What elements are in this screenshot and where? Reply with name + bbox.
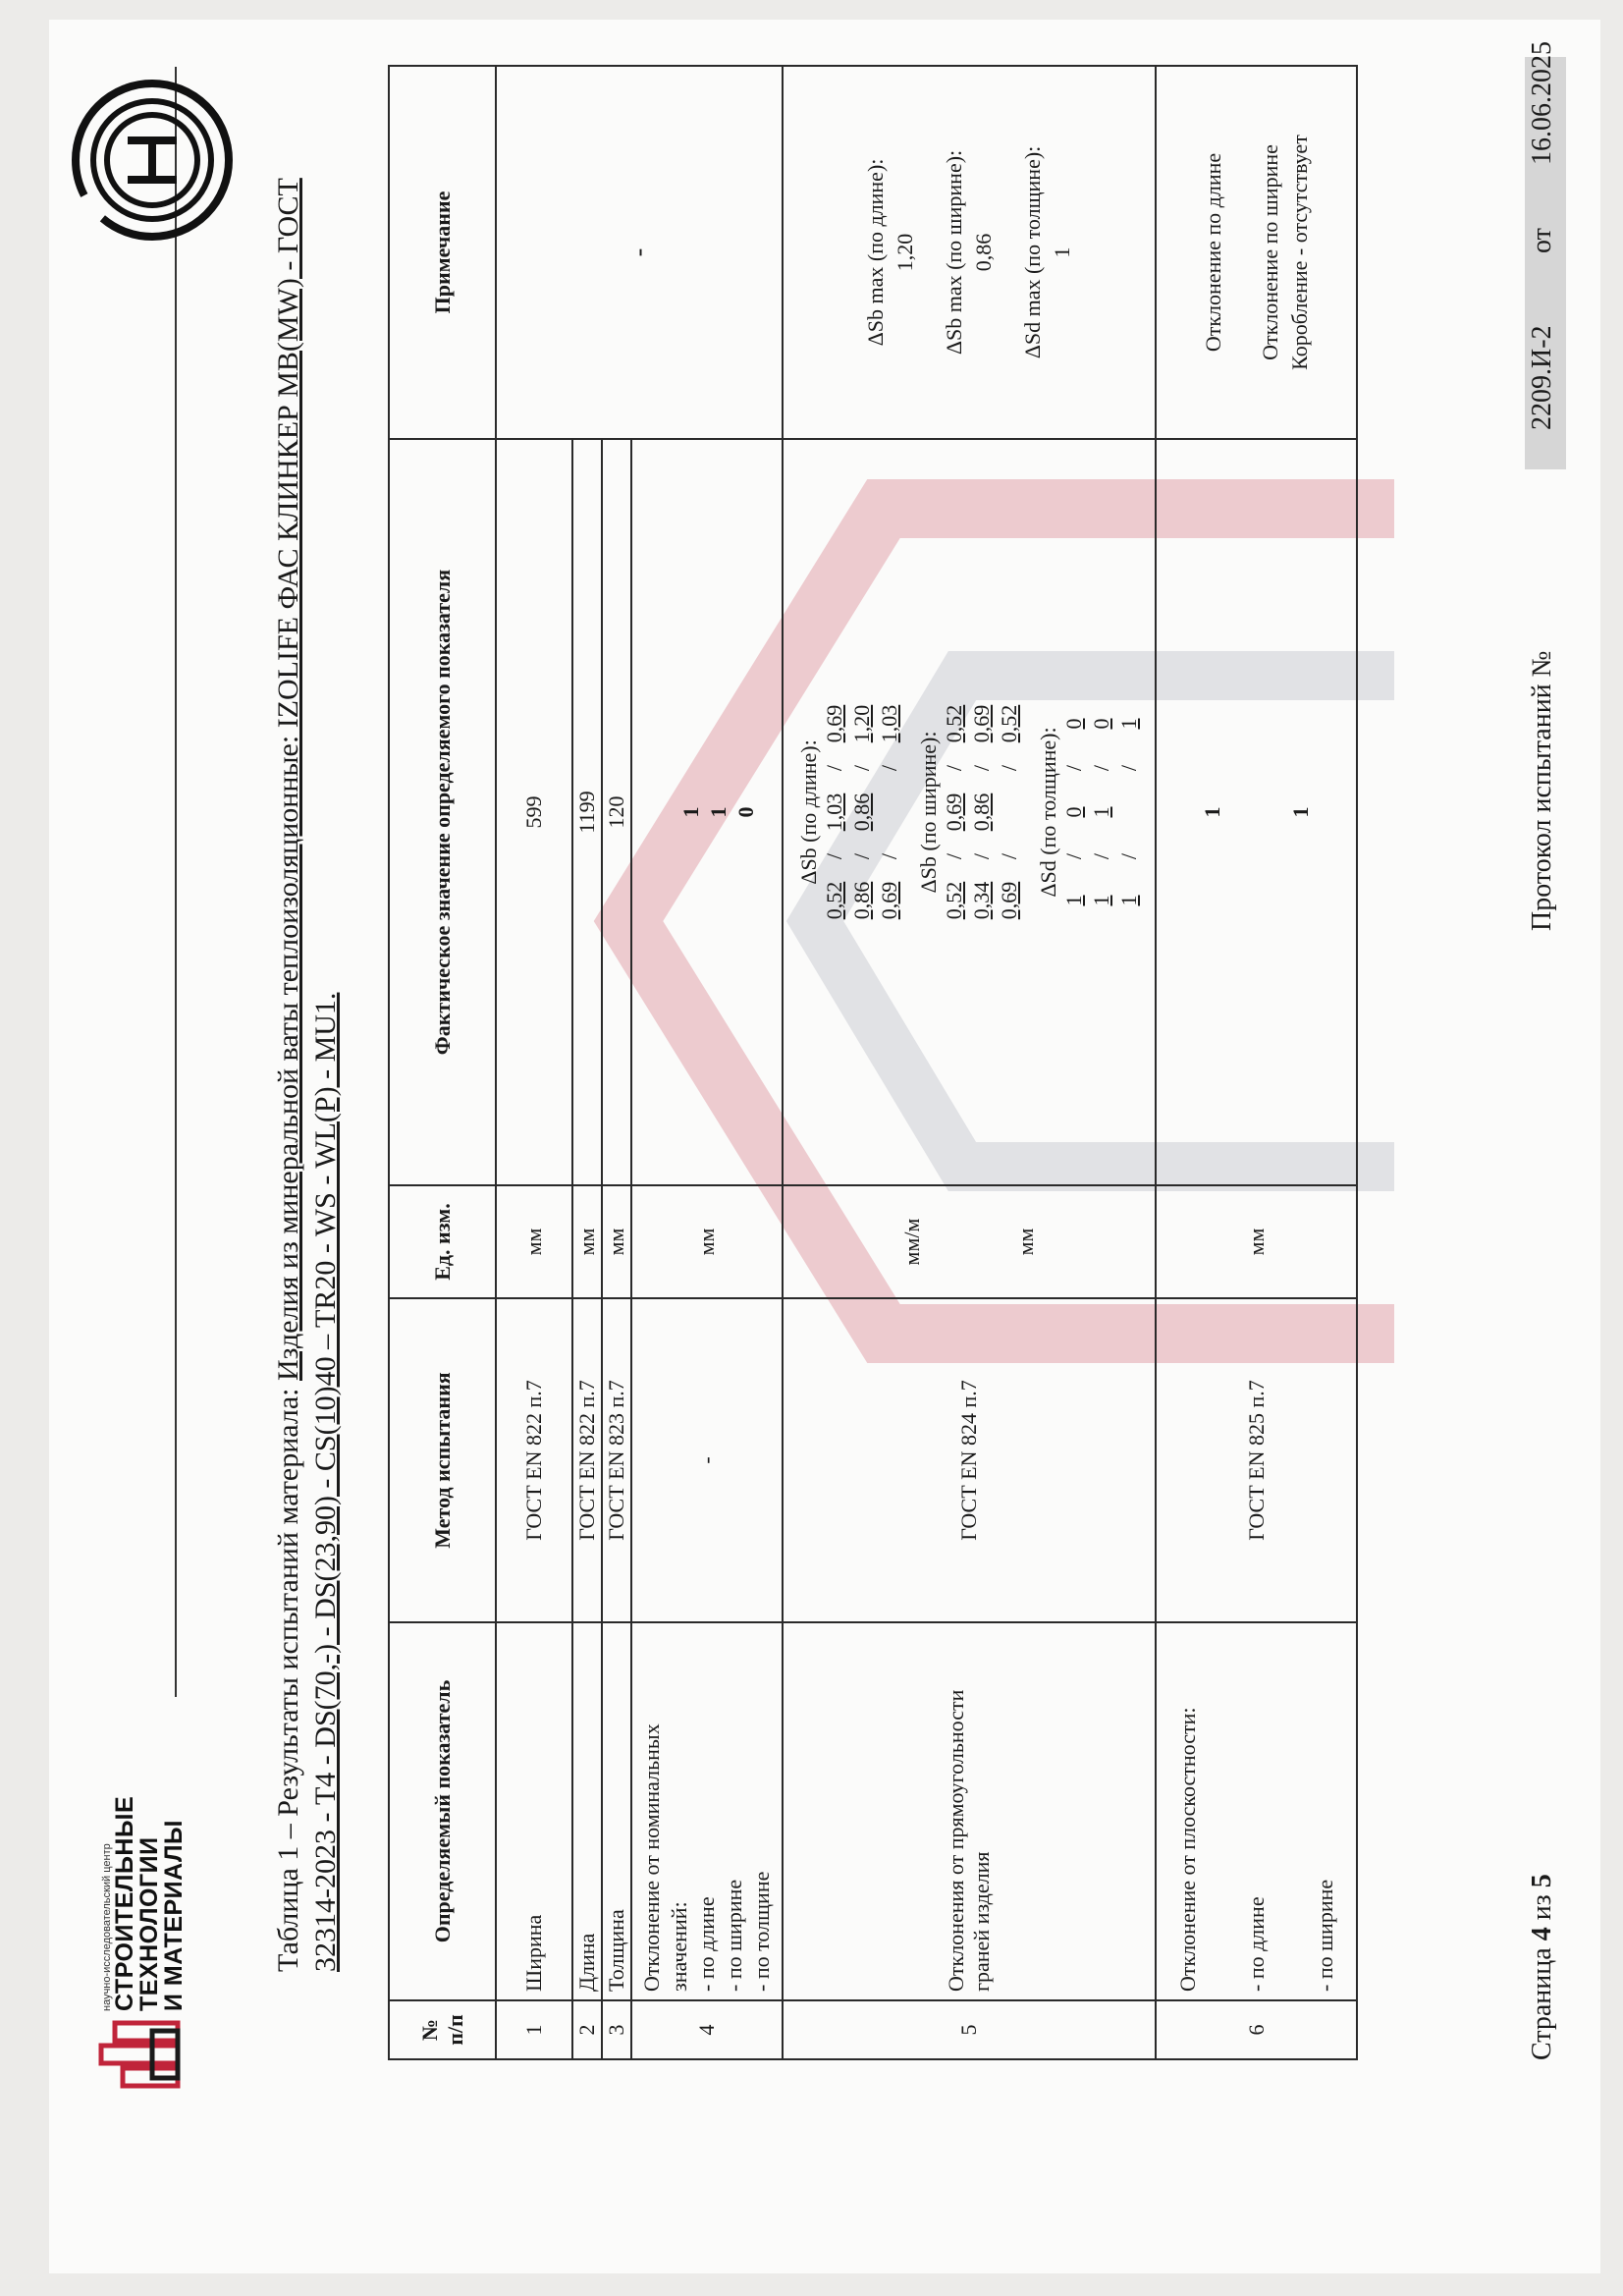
row-unit: мм (1156, 1185, 1357, 1298)
common-note: - (496, 66, 783, 439)
measurement-separator: / (822, 764, 846, 772)
row-method: ГОСТ EN 822 п.7 (572, 1298, 602, 1622)
measurement-value: 1 (1089, 806, 1113, 818)
measurement-separator: / (1089, 852, 1113, 860)
measurement-value: 1,20 (849, 704, 874, 743)
page-number (1527, 1874, 1558, 2060)
protocol-number: 2209.И-2 (1527, 325, 1557, 430)
measurement-separator: / (969, 764, 994, 772)
page-current: 4 (1527, 1927, 1557, 1941)
note-width-label: ΔSb max (по ширине): (942, 149, 966, 355)
row-param (1156, 1622, 1357, 2000)
results-table (388, 65, 1358, 2060)
emblem-h-icon (69, 77, 236, 244)
header-note: Примечание (389, 66, 496, 439)
row4-value-width: 1 (706, 806, 730, 818)
measurement-value: 0 (1061, 718, 1086, 730)
measurement-value: 0,52 (997, 704, 1021, 743)
row-num: 3 (602, 2000, 631, 2059)
header-method: Метод испытания (389, 1298, 496, 1622)
measurement-separator: / (1116, 852, 1141, 860)
measurement-value: 0,86 (969, 793, 994, 832)
row4-title: Отклонение от номинальных значений: (639, 1723, 691, 1992)
row6-value-width: 1 (1287, 806, 1313, 818)
table-row-5 (783, 66, 1156, 2059)
measurement-separator: / (1116, 764, 1141, 772)
measurement-separator: / (822, 852, 846, 860)
measurement-value: 0,69 (997, 881, 1021, 920)
note-warping: Коробление - отсутствует (1286, 135, 1312, 370)
measurement-separator: / (997, 852, 1021, 860)
page-total: 5 (1527, 1874, 1557, 1888)
row-num: 1 (496, 2000, 572, 2059)
measurement-value: 1 (1061, 895, 1086, 906)
measurement-value (1116, 783, 1142, 842)
label-width: ΔSb (по ширине): (916, 731, 941, 894)
measurement-value: 1,03 (822, 793, 846, 832)
row5-note (783, 66, 1156, 439)
row-method: - (631, 1298, 783, 1622)
row4-sub-width: - по ширине (722, 1879, 746, 1992)
table-caption (270, 155, 345, 1972)
row4-value-length: 1 (678, 806, 703, 818)
caption-prefix: Таблица 1 – Результаты испытаний материала: (272, 1380, 304, 1972)
page-prefix: Страница (1527, 1941, 1557, 2060)
logo-line-3: И МАТЕРИАЛЫ (160, 1819, 188, 2011)
measurement-separator: / (1061, 764, 1086, 772)
row6-note (1156, 66, 1357, 439)
row4-sub-thickness: - по толщине (749, 1871, 774, 1992)
measurement-value: 0,69 (877, 881, 901, 920)
note-thickness-value: 1 (1050, 246, 1074, 258)
row-method: ГОСТ EN 824 п.7 (783, 1298, 1156, 1622)
row-method: ГОСТ EN 822 п.7 (496, 1298, 572, 1622)
row-param: Длина (572, 1622, 602, 2000)
row-value: 120 (602, 439, 631, 1185)
row-num: 4 (631, 2000, 783, 2059)
grid-thickness (1061, 448, 1142, 1176)
row6-title: Отклонение от плоскостности: (1174, 1707, 1200, 1992)
row-num: 2 (572, 2000, 602, 2059)
page-footer (1527, 41, 1571, 2060)
row-unit: мм (602, 1185, 631, 1298)
row-method: ГОСТ EN 825 п.7 (1156, 1298, 1357, 1622)
row-param: Ширина (496, 1622, 572, 2000)
measurement-value: 1 (1089, 895, 1113, 906)
protocol-label: Протокол испытаний № (1527, 650, 1557, 931)
note-length-value: 1,20 (893, 233, 917, 272)
header-param: Определяемый показатель (389, 1622, 496, 2000)
row-unit: мм (631, 1185, 783, 1298)
measurement-separator: / (942, 764, 966, 772)
row6-sub-length: - по длине (1243, 1896, 1269, 1992)
company-logo (93, 1717, 188, 2090)
header-num: № п/п (389, 2000, 496, 2059)
note-width-value: 0,86 (971, 233, 996, 272)
row-value (631, 439, 783, 1185)
measurement-value: 1,03 (877, 704, 901, 743)
measurement-value: 0,69 (942, 793, 966, 832)
row-unit (783, 1185, 1156, 1298)
header-unit: Ед. изм. (389, 1185, 496, 1298)
header-rule (175, 67, 177, 1697)
row-param (631, 1622, 783, 2000)
logo-line-2: ТЕХНОЛОГИИ (135, 1836, 163, 2011)
logo-subtitle: научно-исследовательский центр (101, 1843, 113, 2011)
note-flat-length: Отклонение по длине (1200, 152, 1225, 353)
row5-unit-mm-m: мм/м (899, 1218, 924, 1266)
row6-value-length: 1 (1199, 806, 1224, 818)
row-num: 5 (783, 2000, 1156, 2059)
measurement-value: 0,52 (822, 881, 846, 920)
row-value (783, 439, 1156, 1185)
measurement-value: 0 (1089, 718, 1113, 730)
measurement-value: 0,34 (969, 881, 994, 920)
measurement-value (877, 783, 902, 842)
caption-material: Изделия из минеральной ваты теплоизоляционные: IZOLIFE ФАС КЛИНКЕР МВ(MW) - ГОСТ 32314-2023 - T4 - DS(70,-) - DS(23,90) - CS(10)40 – TR20 - WS - WL(P) - MU1. (272, 178, 342, 1972)
table-header-row (389, 66, 496, 2059)
measurement-value: 0,86 (849, 881, 874, 920)
building-logo-icon (93, 2019, 182, 2090)
protocol-date: 16.06.2025 (1527, 41, 1557, 165)
table-row (496, 66, 572, 2059)
label-length: ΔSb (по длине): (796, 739, 821, 885)
measurement-value: 1 (1116, 895, 1141, 906)
row6-sub-width: - по ширине (1312, 1879, 1337, 1992)
measurement-value: 0,86 (849, 793, 874, 832)
protocol-from: от (1527, 228, 1557, 253)
measurement-value: 0,52 (942, 704, 966, 743)
measurement-separator: / (997, 764, 1021, 772)
logo-line-1: СТРОИТЕЛЬНЫЕ (111, 1795, 138, 2011)
row-unit: мм (572, 1185, 602, 1298)
measurement-separator: / (1061, 852, 1086, 860)
measurement-separator: / (1089, 764, 1113, 772)
grid-length (822, 448, 902, 1176)
note-length-label: ΔSb max (по длине): (863, 158, 888, 347)
page-of: из (1527, 1887, 1557, 1928)
note-thickness-label: ΔSd max (по толщине): (1020, 145, 1045, 359)
measurement-separator: / (849, 852, 874, 860)
measurement-value: 0,69 (969, 704, 994, 743)
measurement-separator: / (969, 852, 994, 860)
measurement-value (997, 783, 1022, 842)
header-value: Фактическое значение определяемого показателя (389, 439, 496, 1185)
measurement-value: 0 (1061, 806, 1086, 818)
row-value (1156, 439, 1357, 1185)
measurement-value: 0,69 (822, 704, 846, 743)
measurement-separator: / (849, 764, 874, 772)
measurement-separator: / (942, 852, 966, 860)
row-value: 1199 (572, 439, 602, 1185)
row-method: ГОСТ EN 823 п.7 (602, 1298, 631, 1622)
row-unit: мм (496, 1185, 572, 1298)
row-num: 6 (1156, 2000, 1357, 2059)
grid-width (942, 448, 1022, 1176)
row-value: 599 (496, 439, 572, 1185)
measurement-separator: / (877, 852, 901, 860)
row-param: Толщина (602, 1622, 631, 2000)
row4-value-thickness: 0 (733, 806, 758, 818)
row-param: Отклонения от прямоугольности граней изделия (783, 1622, 1156, 2000)
measurement-value: 1 (1116, 718, 1141, 730)
label-thickness: ΔSd (по толщине): (1036, 727, 1060, 898)
note-flat-width: Отклонение по ширине (1257, 144, 1282, 360)
row5-unit-mm: мм (1013, 1228, 1038, 1256)
measurement-separator: / (877, 764, 901, 772)
table-row-6 (1156, 66, 1357, 2059)
row4-sub-length: - по длине (694, 1896, 719, 1992)
measurement-value: 0,52 (942, 881, 966, 920)
